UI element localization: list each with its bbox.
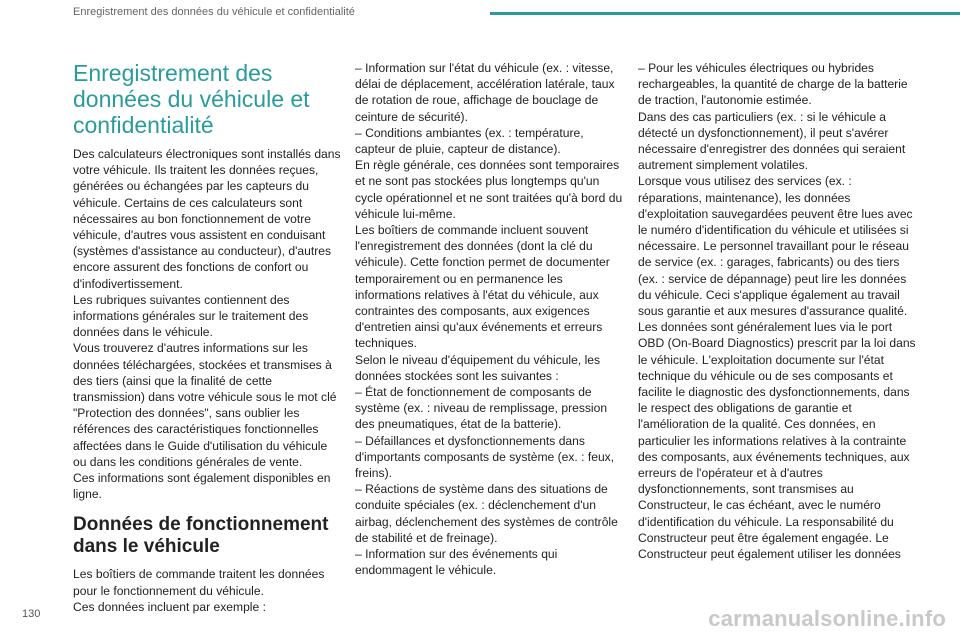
watermark-logo: carmanualsonline.info bbox=[708, 606, 946, 631]
paragraph: Les données sont généralement lues via le port OBD (On-Board Diagnostics) prescrit par la loi dans le véhicule. L'exploitation documente sur l'état technique du véhicule ou de ses composants et facilite le diagnostic des dysfonctionnements, dans le respect des obligations de garantie et l'amélioration de la qualité. Ces données, en particulier les informations relatives à la contrainte des composants, aux événements techniques, aux erreurs de l'opérateur et à d'autres dysfonctionnements, sont transmises au Constructeur, le cas échéant, avec le numéro d'identification du véhicule. La responsabilité du Constructeur peut être également engagée. Le Constructeur peut également utiliser les données bbox=[638, 320, 916, 562]
section-title: Données de fonctionnement dans le véhicule bbox=[73, 514, 329, 558]
paragraph: Ces données incluent par exemple : bbox=[73, 599, 266, 614]
paragraph: En règle générale, ces données sont temporaires et ne sont pas stockées plus longtemps qu'un cycle opérationnel et ne sont traitées qu'à bord du véhicule lui-même. bbox=[355, 158, 623, 221]
list-item: – État de fonctionnement de composants de système (ex. : niveau de remplissage, pression des pneumatiques, état de la batterie). bbox=[355, 385, 608, 432]
running-header: Enregistrement des données du véhicule et confidentialité bbox=[73, 6, 355, 18]
column-right bbox=[638, 60, 918, 562]
list-item: – Réactions de système dans des situations de conduite spéciales (ex. : déclenchement d'un airbag, déclenchement des systèmes de contrôle de stabilité et de freinage). bbox=[355, 482, 618, 545]
paragraph: Les rubriques suivantes contiennent des informations générales sur le traitement des données dans le véhicule. bbox=[73, 292, 309, 340]
paragraph: Des calculateurs électroniques sont installés dans votre véhicule. Ils traitent les données reçues, générées ou échangées par les capteurs du véhicule. Certains de ces calculateurs sont nécessaires au bon fonctionnement de votre véhicule, d'autres vous assistent en conduisant (systèmes d'assistance au conducteur), d'autres encore assurent des fonctions de confort ou d'infodivertissement. bbox=[73, 147, 341, 291]
paragraph: Dans des cas particuliers (ex. : si le véhicule a détecté un dysfonctionnement), il peut s'avérer nécessaire d'enregistrer des données qui seraient autrement simplement volatiles. bbox=[638, 109, 906, 173]
list-item: – Pour les véhicules électriques ou hybrides rechargeables, la quantité de charge de la batterie de traction, l'autonomie estimée. bbox=[638, 61, 908, 108]
column-left bbox=[73, 60, 341, 615]
paragraph: Vous trouverez d'autres informations sur les données téléchargées, stockées et transmises à des tiers (ainsi que la finalité de cette transmission) dans votre véhicule sous le mot clé "Protection des données", sans oublier les références des caractéristiques fonctionnelles affectées dans le Guide d'utilisation du véhicule ou dans les conditions générales de vente. bbox=[73, 341, 337, 469]
list-item: – Information sur des événements qui endommagent le véhicule. bbox=[355, 547, 558, 578]
list-item: – Conditions ambiantes (ex. : température, capteur de pluie, capteur de distance). bbox=[355, 125, 584, 157]
paragraph: Lorsque vous utilisez des services (ex. : réparations, maintenance), les données d'exploitation sauvegardées peuvent être lues avec le numéro d'identification du véhicule et utilisées si nécessaire. Le personnel travaillant pour le réseau de service (ex. : garages, fabricants) ou des tiers (ex. : service de dépannage) peut lire les données du véhicule. Ceci s'applique également au travail sous garantie et aux mesures d'assurance qualité. bbox=[638, 174, 913, 319]
paragraph: Les boîtiers de commande traitent les données pour le fonctionnement du véhicule. bbox=[73, 567, 325, 598]
paragraph: Ces informations sont également disponibles en ligne. bbox=[73, 471, 331, 502]
paragraph: Selon le niveau d'équipement du véhicule, les données stockées sont les suivantes : bbox=[355, 352, 601, 383]
page-number: 130 bbox=[22, 608, 41, 620]
header-accent-bar bbox=[490, 12, 960, 15]
paragraph: Les boîtiers de commande incluent souvent l'enregistrement des données (dont la clé du véhicule). Cette fonction permet de documenter temporairement ou en permanence les informations relatives à l'état du véhicule, aux contraintes des composants, aux exigences d'entretien ainsi qu'aux événements et erreurs techniques. bbox=[355, 223, 610, 351]
page-title: Enregistrement des données du véhicule et confidentialité bbox=[73, 60, 310, 138]
column-middle bbox=[355, 60, 625, 579]
list-item: – Information sur l'état du véhicule (ex. : vitesse, délai de déplacement, accélération latérale, taux de rotation de roue, affichage de bouclage de ceinture de sécurité). bbox=[355, 61, 615, 124]
list-item: – Défaillances et dysfonctionnements dans d'importants composants de système (ex. : feux, freins). bbox=[355, 433, 615, 481]
